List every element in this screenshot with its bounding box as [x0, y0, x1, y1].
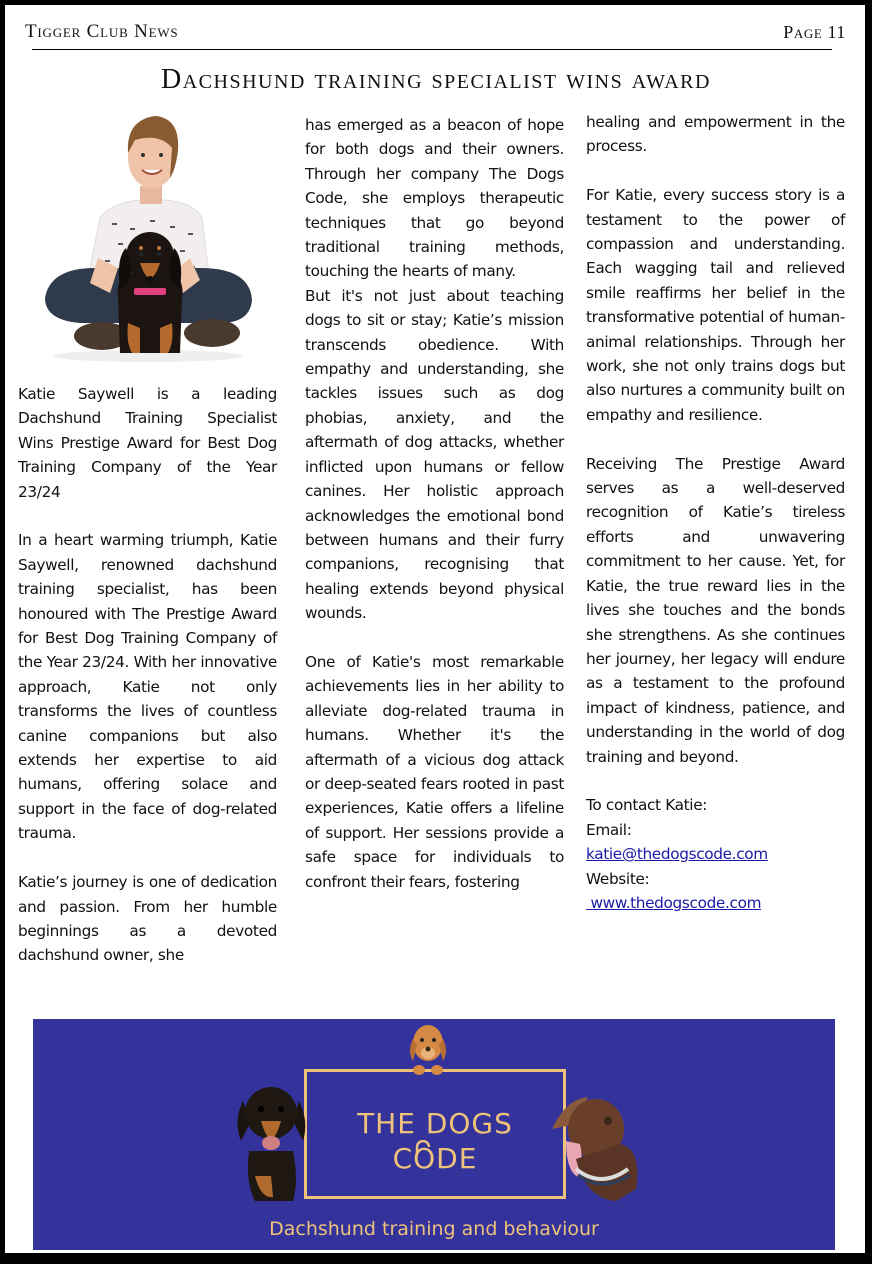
logo-frame	[304, 1069, 566, 1199]
the-dogs-code-banner	[33, 1019, 835, 1250]
website-link[interactable]: www.thedogscode.com	[586, 893, 762, 912]
body-paragraph: In a heart warming triumph, Katie Saywell, renowned dachshund training specialist, has been honoured with The Prestige Award for Best Dog Training Company of the Year 23/24. With her innovative approach, Katie not only transforms the lives of countless canine companions but also extends her expertise to aid humans, offering solace and support in the face of dog-related trauma.	[18, 531, 277, 843]
lead-paragraph: Katie Saywell is a leading Dachshund Training Specialist Wins Prestige Award for Best Dog Training Company of the Year 23/24	[18, 385, 277, 501]
body-paragraph: Katie’s journey is one of dedication and passion. From her humble beginnings as a devoted dachshund owner, she	[18, 873, 277, 965]
article-column-3	[586, 110, 845, 915]
padlock-shackle-icon	[413, 1140, 433, 1154]
body-paragraph: But it's not just about teaching dogs to sit or stay; Katie’s mission transcends obedience. With empathy and understanding, she tackles issues such as dog phobias, anxiety, and the aftermath of dog attacks, whether inflicted upon humans or fellow canines. Her holistic approach acknowledges the emotional bond between humans and their furry companions, recognising that healing extends beyond physical wounds.	[305, 286, 564, 623]
contact-block	[586, 793, 845, 915]
page-border	[0, 1253, 872, 1256]
publication-title: Tigger Club News	[25, 21, 179, 42]
article-title: Dachshund training specialist wins award	[161, 64, 711, 95]
email-label: Email:	[586, 820, 632, 839]
header-divider	[32, 49, 832, 50]
body-paragraph: healing and empowerment in the process.	[586, 113, 845, 156]
black-tan-dachshund-image	[233, 1081, 311, 1203]
body-paragraph: One of Katie's most remarkable achievements lies in her ability to alleviate dog-related trauma in humans. Whether it's the aftermath of a vicious dog attack or deep-seated fears rooted in past experiences, Katie offers a lifeline of support. Her sessions provide a safe space for individuals to confront their fears, fostering	[305, 652, 564, 891]
chocolate-dachshund-image	[546, 1089, 646, 1205]
body-paragraph: Receiving The Prestige Award serves as a well-deserved recognition of Katie’s tireless efforts and unwavering commitment to her cause. Yet, for Katie, the true reward lies in the lives she touches and the bonds she strengthens. As she continues her journey, her legacy will endure as a testament to the profound impact of kindness, patience, and understanding in the world of dog training and beyond.	[586, 454, 845, 766]
email-link[interactable]: katie@thedogscode.com	[586, 845, 768, 864]
contact-heading: To contact Katie:	[586, 796, 708, 815]
page-border	[0, 1259, 872, 1264]
body-paragraph: For Katie, every success story is a testament to the power of compassion and understanding. Each wagging tail and relieved smile reaffirms her belief in the transformative potential of human-animal relationships. Through her work, she not only trains dogs but also nurtures a community built on empathy and resilience.	[586, 186, 845, 424]
article-column-2	[305, 113, 564, 894]
portrait-illustration	[40, 108, 255, 363]
article-column-1	[18, 382, 277, 968]
banner-tagline: Dachshund training and behaviour	[269, 1218, 599, 1240]
logo-text-line1: THE DOGS	[357, 1107, 513, 1140]
logo-text-line2: CODE	[392, 1142, 478, 1175]
katie-photo	[40, 108, 255, 363]
website-label: Website:	[586, 869, 650, 888]
tan-puppy-image	[405, 1021, 451, 1077]
page-number: Page 11	[783, 22, 846, 42]
body-paragraph: has emerged as a beacon of hope for both dogs and their owners. Through her company The Dogs Code, she employs therapeutic techniques that go beyond traditional training methods, touching the hearts of many.	[305, 116, 564, 281]
